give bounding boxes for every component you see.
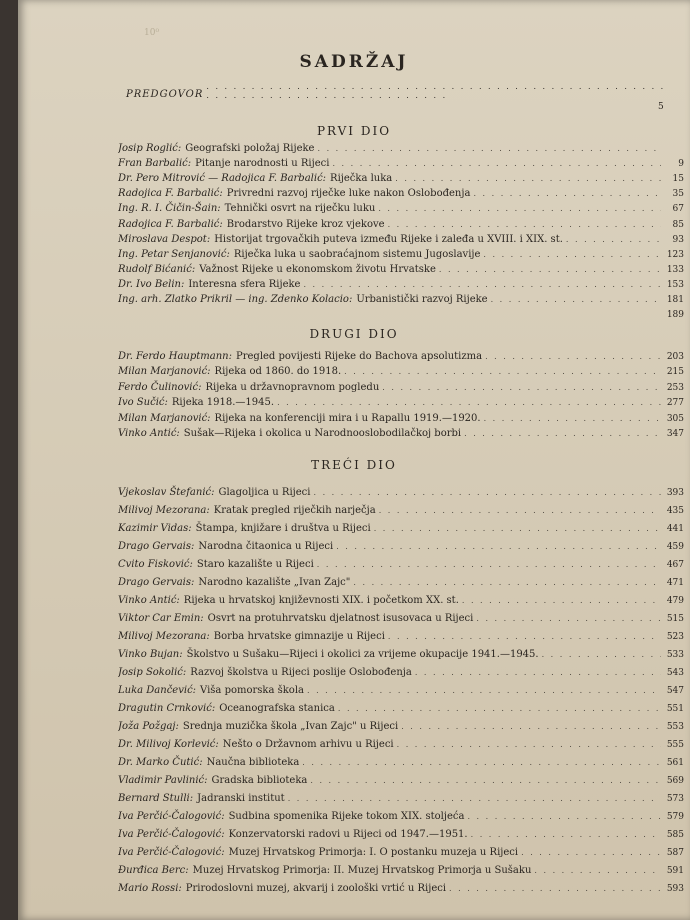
toc-entry [118, 379, 684, 393]
entry-title: Geografski položaj Rijeke [185, 143, 315, 154]
entry-author: Ivo Sučić: [118, 397, 168, 409]
entry-author: Milan Marjanović: [118, 412, 211, 424]
entry-author: Vinko Antić: [118, 428, 180, 439]
entry-title: Urbanistički razvoj Rijeke [356, 294, 488, 305]
entry-page-number: 93 [672, 234, 684, 245]
entry-page-number: 515 [666, 614, 684, 624]
entry-title: Rijeka u državnopravnom pogledu [205, 381, 380, 393]
leader-dots [378, 204, 661, 214]
entry-title: Rijeka od 1860. do 1918. [214, 366, 342, 378]
entry-title: Privredni razvoj riječke luke nakon Oslobođenja [226, 188, 471, 200]
entry-title: Pitanje narodnosti u Rijeci [195, 158, 330, 170]
toc-entry [118, 276, 684, 290]
entry-page-number: 467 [666, 560, 684, 570]
leader-dots [338, 704, 661, 714]
leader-dots [313, 488, 661, 498]
toc-entry [118, 844, 684, 858]
entry-page-number: 553 [666, 722, 684, 732]
entry-author: Đurđica Berc: [118, 865, 189, 876]
leader-dots [449, 884, 661, 894]
leader-dots [374, 524, 661, 534]
leader-dots [415, 668, 661, 678]
preface-page: 5 [658, 102, 664, 112]
entry-author: Ing. arh. Zlatko Prikril — ing. Zdenko Kolacio: [118, 294, 353, 305]
leader-dots [566, 235, 661, 245]
entry-page-number: 555 [666, 740, 684, 750]
entry-author: Radojica F. Barbalić: [118, 218, 223, 230]
entry-title: Brodarstvo Rijeke kroz vjekove [226, 218, 385, 230]
entry-page-number: 573 [666, 794, 684, 804]
leader-dots [397, 740, 661, 750]
toc-entry [118, 880, 684, 894]
entry-author: Iva Perčić-Čalogović: [118, 811, 225, 822]
entry-author: Miroslava Despot: [118, 233, 211, 245]
entry-title: Oceanografska stanica [219, 703, 335, 714]
entry-page-number: 579 [666, 812, 684, 822]
toc-entry [118, 170, 684, 184]
entry-page-number: 347 [666, 429, 684, 439]
leader-dots [288, 794, 661, 804]
toc-entry [118, 140, 684, 154]
entry-page-number: 67 [672, 204, 684, 215]
toc-entry [118, 231, 684, 245]
entry-page-number: 15 [672, 174, 684, 185]
entry-page-number: 305 [666, 413, 684, 424]
toc-entry [118, 772, 684, 786]
leader-dots [302, 758, 661, 768]
leader-dots [382, 383, 661, 393]
entry-author: Drago Gervais: [118, 577, 195, 588]
entry-author: Drago Gervais: [118, 541, 195, 552]
entry-author: Dr. Ferdo Hauptmann: [118, 351, 232, 362]
entry-title: Sudbina spomenika Rijeke tokom XIX. stoljeća [228, 811, 465, 822]
entry-title: Viša pomorska škola [200, 685, 304, 696]
entry-author: Iva Perčić-Čalogović: [118, 847, 225, 858]
entry-title: Gradska biblioteka [211, 775, 308, 786]
leader-dots [464, 429, 661, 439]
toc-entry [118, 410, 684, 424]
entry-title: Staro kazalište u Rijeci [196, 559, 314, 570]
entry-title: Glagoljica u Rijeci [218, 487, 311, 498]
toc-entry [118, 556, 684, 570]
entry-page-number: 85 [672, 219, 684, 230]
leader-dots [388, 632, 661, 642]
entry-author: Luka Dančević: [118, 685, 197, 696]
toc-entry [118, 185, 684, 199]
leader-dots [395, 174, 661, 184]
leader-dots [534, 866, 661, 876]
leader-dots [462, 596, 661, 606]
entry-title: Narodna čitaonica u Rijeci [198, 541, 334, 552]
entry-author: Rudolf Bićanić: [118, 263, 196, 275]
toc-entry [118, 826, 684, 840]
toc-entry [118, 291, 684, 305]
entry-author: Kazimir Vidas: [118, 523, 192, 534]
book-page [18, 0, 690, 920]
entry-author: Dragutin Crnković: [118, 703, 216, 714]
entry-author: Fran Barbalić: [118, 158, 192, 170]
entry-title: Riječka luka [330, 173, 393, 185]
leader-dots [473, 189, 661, 199]
entry-author: Vinko Antić: [118, 595, 180, 606]
entry-page-number: 9 [678, 159, 684, 170]
entry-author: Cvito Fisković: [118, 559, 193, 570]
toc-entry [118, 646, 684, 660]
entry-page-number: 587 [666, 848, 684, 858]
leader-dots [317, 560, 661, 570]
toc-entry [118, 664, 684, 678]
entry-author: Radojica F. Barbalić: [118, 188, 223, 200]
toc-entry [118, 592, 684, 606]
entry-page-number: 593 [666, 884, 684, 894]
leader-dots [542, 650, 661, 660]
entry-page-number: 547 [666, 686, 684, 696]
entry-title: Sušak—Rijeka i okolica u Narodnooslobodilačkoj borbi [183, 428, 462, 439]
entry-title: Konzervatorski radovi u Rijeci od 1947.—1951. [228, 829, 468, 840]
entry-title: Narodno kazalište „Ivan Zajc" [198, 577, 351, 588]
section-heading: DRUGI DIO [309, 327, 399, 341]
entry-author: Dr. Milivoj Korlević: [118, 739, 219, 750]
entry-page-number: 253 [666, 382, 684, 393]
entry-page-number: 533 [666, 650, 684, 660]
entry-page-number: 435 [666, 506, 684, 516]
entry-page-number: 153 [666, 279, 684, 290]
entry-author: Josip Roglić: [118, 143, 182, 154]
entry-author: Iva Perčić-Čalogović: [118, 829, 225, 840]
entry-title: Riječka luka u saobraćajnom sistemu Jugoslavije [233, 248, 481, 260]
entry-title: Rijeka u hrvatskoj književnosti XIX. i početkom XX. st. [183, 595, 459, 606]
entry-author: Dr. Marko Čutić: [118, 757, 203, 768]
toc-entry [118, 155, 684, 169]
entry-title: Borba hrvatske gimnazije u Rijeci [213, 631, 385, 642]
leader-dots [310, 776, 661, 786]
entry-page-number: 203 [666, 352, 684, 362]
entry-page-number: 277 [666, 398, 684, 409]
leader-dots [476, 614, 661, 624]
entry-page-number: 123 [666, 249, 684, 260]
entry-page-number: 561 [666, 758, 684, 768]
leader-dots [379, 506, 661, 516]
leader-dots [336, 542, 661, 552]
entry-page-number: 133 [666, 264, 684, 275]
entry-title: Razvoj školstva u Rijeci poslije Oslobođenja [190, 667, 412, 678]
entry-author: Vjekoslav Štefanić: [118, 487, 215, 498]
entry-author: Joža Požgaj: [118, 721, 179, 732]
leader-dots [303, 280, 661, 290]
entry-title: Prirodoslovni muzej, akvarij i zoološki vrtić u Rijeci [185, 883, 447, 894]
entry-author: Josip Sokolić: [118, 667, 187, 678]
toc-entry [118, 538, 684, 552]
entry-title: Historijat trgovačkih puteva između Rijeke i zaleđa u XVIII. i XIX. st. [214, 233, 563, 245]
toc-entry [118, 348, 684, 362]
entry-author: Milan Marjanović: [118, 366, 211, 378]
preface-label: PREDGOVOR [126, 89, 204, 100]
entry-title: Tehnički osvrt na riječku luku [224, 203, 376, 215]
entry-author: Vladimir Pavlinić: [118, 775, 208, 786]
entry-page-number: 479 [666, 596, 684, 606]
entry-author: Dr. Ivo Belin: [118, 278, 185, 290]
toc-entry [118, 246, 684, 260]
entry-title: Rijeka na konferenciji mira i u Rapallu 1919.—1920. [214, 412, 481, 424]
entry-title: Štampa, knjižare i društva u Rijeci [195, 523, 371, 534]
leader-dots [307, 686, 661, 696]
page-title: SADRŽAJ [299, 52, 409, 72]
toc-entry [118, 261, 684, 275]
entry-title: Kratak pregled riječkih narječja [213, 505, 376, 516]
entry-page-number: 569 [666, 776, 684, 786]
entry-page-number: 523 [666, 632, 684, 642]
toc-entry [118, 520, 684, 534]
entry-author: Bernard Stulli: [118, 793, 194, 804]
leader-dots [467, 812, 661, 822]
leader-dots [521, 848, 661, 858]
entry-title: Muzej Hrvatskog Primorja: I. O postanku muzeja u Rijeci [228, 847, 519, 858]
toc-entry [118, 200, 684, 214]
preface-entry [126, 86, 676, 100]
toc-entry [118, 484, 684, 498]
toc-entry [118, 216, 684, 230]
entry-page-number: 543 [666, 668, 684, 678]
leader-dots [317, 144, 661, 154]
entry-page-number: 471 [666, 578, 684, 588]
leader-dots [332, 159, 661, 169]
entry-author: Vinko Bujan: [118, 649, 183, 660]
entry-title: Muzej Hrvatskog Primorja: II. Muzej Hrvatskog Primorja u Sušaku [192, 865, 532, 876]
toc-entry [118, 363, 684, 377]
leader-dots [353, 578, 661, 588]
entry-page-number: 215 [666, 367, 684, 378]
entry-title: Važnost Rijeke u ekonomskom životu Hrvatske [199, 263, 436, 275]
entry-page-number: 35 [672, 189, 684, 200]
toc-entry [118, 502, 684, 516]
leader-dots [388, 220, 661, 230]
toc-entry [118, 862, 684, 876]
section-heading: PRVI DIO [316, 124, 392, 138]
toc-entry [118, 790, 684, 804]
toc-entry [118, 754, 684, 768]
entry-author: Mario Rossi: [118, 883, 182, 894]
leader-dots [471, 830, 661, 840]
entry-title: Jadranski institut [197, 793, 285, 804]
toc-entry [118, 808, 684, 822]
entry-title: Osvrt na protuhrvatsku djelatnost isusovaca u Rijeci [207, 613, 474, 624]
leader-dots [401, 722, 661, 732]
entry-author: Dr. Pero Mitrović — Radojica F. Barbalić: [118, 173, 327, 185]
leader-dots [206, 82, 673, 100]
entry-page-number: 189 [666, 310, 684, 321]
entry-author: Ing. Petar Senjanović: [118, 248, 230, 260]
corner-pencil-note: 10⁰ [144, 28, 160, 38]
entry-title: Interesna sfera Rijeke [188, 278, 301, 290]
leader-dots [483, 250, 661, 260]
toc-entry [118, 736, 684, 750]
entry-author: Ferdo Čulinović: [118, 381, 202, 393]
toc-entry [118, 425, 684, 439]
entry-title: Pregled povijesti Rijeke do Bachova apsolutizma [235, 351, 483, 362]
entry-title: Rijeka 1918.—1945. [171, 397, 275, 409]
entry-page-number: 551 [666, 704, 684, 714]
entry-page-number: 393 [666, 488, 684, 498]
entry-title: Srednja muzička škola „Ivan Zajc" u Rijeci [182, 721, 399, 732]
toc-entry [118, 610, 684, 624]
toc-entry [118, 306, 684, 320]
toc-entry [118, 718, 684, 732]
leader-dots [439, 265, 661, 275]
leader-dots [491, 295, 661, 305]
entry-author: Viktor Car Emin: [118, 613, 204, 624]
entry-title: Nešto o Državnom arhivu u Rijeci [222, 739, 394, 750]
entry-page-number: 585 [666, 830, 684, 840]
entry-author: Milivoj Mezorana: [118, 631, 210, 642]
entry-page-number: 459 [666, 542, 684, 552]
entry-title: Naučna biblioteka [206, 757, 300, 768]
entry-author: Milivoj Mezorana: [118, 505, 210, 516]
section-heading: TREĆI DIO [311, 458, 397, 472]
toc-entry [118, 574, 684, 588]
entry-page-number: 441 [666, 524, 684, 534]
leader-dots [277, 398, 661, 408]
entry-page-number: 591 [666, 866, 684, 876]
toc-entry [118, 394, 684, 408]
leader-dots [344, 367, 661, 377]
toc-entry [118, 682, 684, 696]
entry-author: Ing. R. I. Čičin-Šain: [118, 203, 221, 215]
leader-dots [485, 352, 661, 362]
toc-entry [118, 628, 684, 642]
toc-entry [118, 700, 684, 714]
leader-dots [484, 414, 661, 424]
entry-page-number: 181 [666, 295, 684, 305]
entry-title: Školstvo u Sušaku—Rijeci i okolici za vrijeme okupacije 1941.—1945. [186, 649, 539, 660]
